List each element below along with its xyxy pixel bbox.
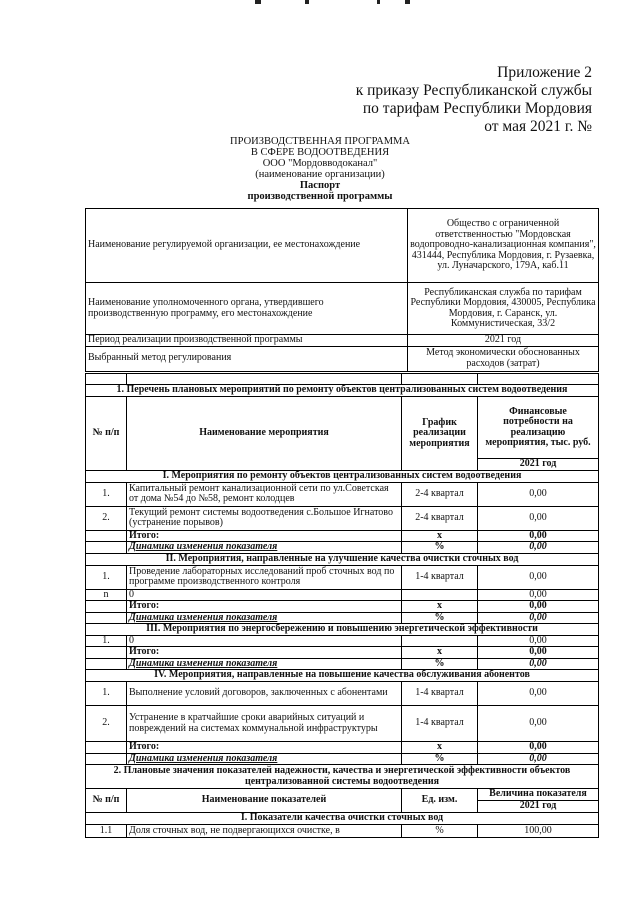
col-number-header: № п/п (86, 397, 127, 471)
method-value: Метод экономически обоснованных расходов (затрат) (408, 346, 599, 371)
table-row (86, 706, 599, 742)
org-value: Общество с ограниченной ответственностью "Мордовская водопроводно-канализационная компания", 431444, Республика Мордовия, г. Рузаевка, ул. Луначарского, 179А, каб.11 (408, 209, 599, 283)
row-name: Текущий ремонт системы водоотведения с.Большое Игнатово (устранение порывов) (127, 506, 402, 530)
dynamics-label: Динамика изменения показателя (127, 658, 402, 670)
row-number: 2. (86, 506, 127, 530)
dynamics-value: 0,00 (478, 753, 599, 765)
row-name: Проведение лабораторных исследований проб сточных вод по программе производственного контроля (127, 565, 402, 589)
row-value: 0,00 (478, 635, 599, 647)
col-finance-header: Финансовые потребности на реализацию мероприятия, тыс. руб. (478, 397, 599, 459)
total-mark: х (402, 601, 478, 613)
indicator-year-header: 2021 год (478, 801, 599, 813)
total-label: Итого: (127, 742, 402, 754)
row-name: Капитальный ремонт канализационной сети по ул.Советская от дома №54 до №58, ремонт колодцев (127, 482, 402, 506)
sec1-title-row (86, 385, 599, 397)
row-schedule: 2-4 квартал (402, 482, 478, 506)
period-label: Период реализации производственной программы (86, 335, 408, 347)
row-value: 0,00 (478, 706, 599, 742)
organization-name: ООО "Мордовводоканал" (262, 158, 378, 169)
total-label: Итого: (127, 530, 402, 542)
table-row (86, 825, 599, 838)
col-year-header: 2021 год (478, 459, 599, 471)
appendix-line-3: по тарифам Республики Мордовия (362, 100, 592, 117)
dynamics-row (86, 612, 599, 624)
total-label: Итого: (127, 647, 402, 659)
total-value: 0,00 (478, 601, 599, 613)
dynamics-label: Динамика изменения показателя (127, 612, 402, 624)
row-number: n (86, 589, 127, 601)
dynamics-mark: % (402, 658, 478, 670)
group-iii-title: III. Мероприятия по энергосбережению и повышению энергетической эффективности (86, 624, 599, 636)
total-mark: х (402, 742, 478, 754)
measures-table (85, 373, 599, 838)
row-name: 0 (127, 589, 402, 601)
row-value: 0,00 (478, 565, 599, 589)
org-label: Наименование регулируемой организации, ее местонахождение (86, 209, 408, 283)
row-schedule: 2-4 квартал (402, 506, 478, 530)
program-title-2: В СФЕРЕ ВОДООТВЕДЕНИЯ (250, 147, 390, 158)
total-value: 0,00 (478, 647, 599, 659)
dynamics-value: 0,00 (478, 658, 599, 670)
group-iv-title: IV. Мероприятия, направленные на повышение качества обслуживания абонентов (86, 670, 599, 682)
dynamics-value: 0,00 (478, 542, 599, 554)
spacer-row (86, 374, 599, 385)
row-schedule: 1-4 квартал (402, 565, 478, 589)
sec1-header-row (86, 397, 599, 459)
dynamics-label: Динамика изменения показателя (127, 542, 402, 554)
dynamics-mark: % (402, 753, 478, 765)
row-value: 0,00 (478, 682, 599, 706)
group-i-title-row (86, 471, 599, 483)
period-value: 2021 год (408, 335, 599, 347)
dynamics-mark: % (402, 542, 478, 554)
total-row (86, 601, 599, 613)
row-value: 0,00 (478, 589, 599, 601)
row-value: 0,00 (478, 482, 599, 506)
appendix-line-4: от мая 2021 г. № (484, 118, 592, 135)
group-ii-title-row (86, 553, 599, 565)
group-iv-title-row (86, 670, 599, 682)
sec1-title: 1. Перечень плановых мероприятий по ремонту объектов централизованных систем водоотведения (86, 385, 599, 397)
sec2-title: 2. Плановые значения показателей надежности, качества и энергетической эффективности объектов централизованной системы водоотведения (86, 765, 599, 789)
passport-row-org (86, 209, 599, 283)
table-row (86, 482, 599, 506)
dynamics-label: Динамика изменения показателя (127, 753, 402, 765)
table-row (86, 635, 599, 647)
group-i-title: I. Мероприятия по ремонту объектов централизованных систем водоотведения (86, 471, 599, 483)
sec2-group-title-row (86, 813, 599, 825)
row-name: 0 (127, 635, 402, 647)
total-row (86, 742, 599, 754)
row-number: 1. (86, 482, 127, 506)
total-value: 0,00 (478, 742, 599, 754)
document-titles (0, 136, 640, 202)
table-row (86, 682, 599, 706)
group-iii-title-row (86, 624, 599, 636)
program-title-1: ПРОИЗВОДСТВЕННАЯ ПРОГРАММА (230, 136, 410, 147)
row-unit: % (402, 825, 478, 838)
dynamics-mark: % (402, 612, 478, 624)
indicator-name-header: Наименование показателей (127, 789, 402, 813)
sec2-title-row (86, 765, 599, 789)
row-name: Выполнение условий договоров, заключенных с абонентами (127, 682, 402, 706)
indicator-value-header: Величина показателя (478, 789, 599, 801)
row-schedule: 1-4 квартал (402, 682, 478, 706)
row-value: 0,00 (478, 506, 599, 530)
passport-subtitle: производственной программы (247, 191, 393, 202)
authority-label: Наименование уполномоченного органа, утвердившего производственную программу, его местонахождение (86, 283, 408, 335)
total-mark: х (402, 530, 478, 542)
row-name: Устранение в кратчайшие сроки аварийных ситуаций и повреждений на системах коммунальной инфраструктуры (127, 706, 402, 742)
appendix-line-2: к приказу Республиканской службы (355, 82, 592, 99)
total-mark: х (402, 647, 478, 659)
authority-value: Республиканская служба по тарифам Республики Мордовия, 430005, Республика Мордовия, г. Саранск, ул. Коммунистическая, 33/2 (408, 283, 599, 335)
dynamics-row (86, 658, 599, 670)
method-label: Выбранный метод регулирования (86, 346, 408, 371)
row-schedule: 1-4 квартал (402, 706, 478, 742)
row-number: 2. (86, 706, 127, 742)
passport-table (85, 208, 599, 372)
row-value: 100,00 (478, 825, 599, 838)
row-number: 1. (86, 565, 127, 589)
table-row (86, 589, 599, 601)
col-schedule-header: График реализации мероприятия (402, 397, 478, 471)
page-edge-marks (255, 0, 415, 6)
total-row (86, 530, 599, 542)
col-measure-name-header: Наименование мероприятия (127, 397, 402, 471)
row-number: 1.1 (86, 825, 127, 838)
passport-title: Паспорт (299, 180, 341, 191)
indicator-unit-header: Ед. изм. (402, 789, 478, 813)
table-row (86, 506, 599, 530)
row-name: Доля сточных вод, не подвергающихся очистке, в (127, 825, 402, 838)
row-number: 1. (86, 682, 127, 706)
sec2-header-row (86, 789, 599, 801)
row-number: 1. (86, 635, 127, 647)
total-row (86, 647, 599, 659)
appendix-line-1: Приложение 2 (497, 64, 592, 81)
group-ii-title: II. Мероприятия, направленные на улучшение качества очистки сточных вод (86, 553, 599, 565)
total-label: Итого: (127, 601, 402, 613)
appendix-header (356, 64, 592, 136)
dynamics-row (86, 753, 599, 765)
table-row (86, 565, 599, 589)
dynamics-value: 0,00 (478, 612, 599, 624)
passport-row-period (86, 335, 599, 347)
indicator-number-header: № п/п (86, 789, 127, 813)
passport-row-authority (86, 283, 599, 335)
passport-row-method (86, 346, 599, 371)
sec2-group-title: I. Показатели качества очистки сточных вод (86, 813, 599, 825)
total-value: 0,00 (478, 530, 599, 542)
dynamics-row (86, 542, 599, 554)
organization-note: (наименование организации) (255, 169, 385, 180)
